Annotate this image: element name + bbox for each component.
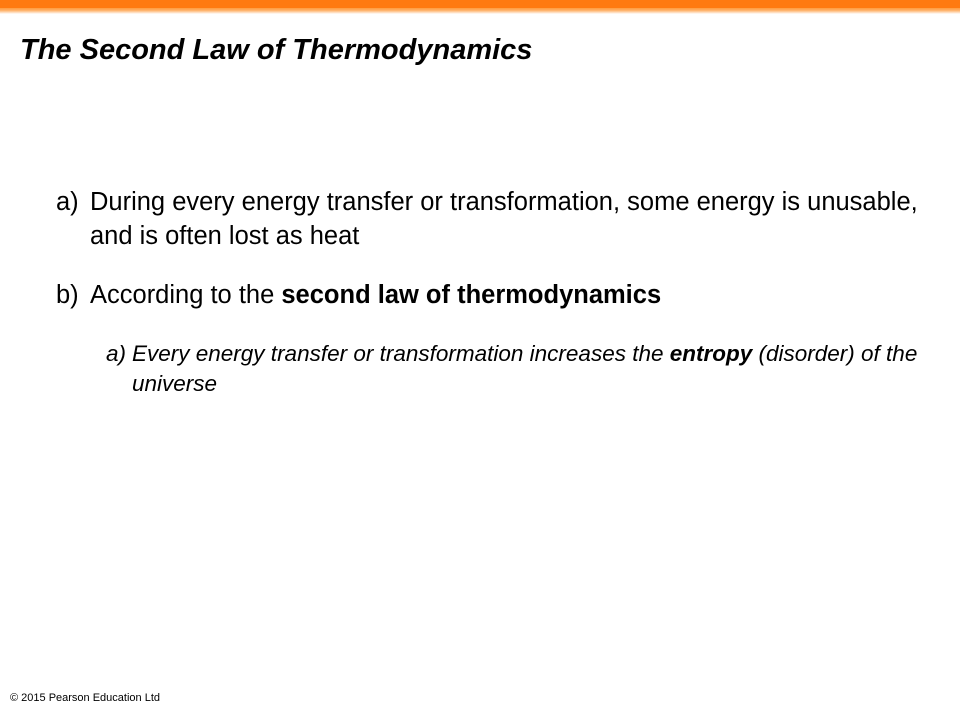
bullet-marker: a) — [56, 188, 79, 216]
sub-bullet-text-after: (disorder) of the universe — [132, 340, 918, 397]
bullet-text-bold: second law of thermodynamics — [281, 281, 662, 310]
slide-body — [56, 186, 926, 399]
bullet-item — [56, 279, 926, 313]
copyright-footer: © 2015 Pearson Education Ltd — [10, 692, 160, 704]
bullet-marker: b) — [56, 281, 79, 310]
sub-bullet-marker: a) — [106, 340, 127, 366]
sub-bullet-text-bold: entropy — [669, 340, 753, 366]
bullet-item — [56, 186, 926, 253]
slide-title: The Second Law of Thermodynamics — [20, 34, 533, 66]
bullet-text-before: During every energy transfer or transformation, some energy is unusable, and is often lost as heat — [90, 188, 918, 250]
sub-bullet-item — [106, 339, 926, 399]
sub-bullet-text-before: Every energy transfer or transformation increases the — [132, 340, 670, 366]
bullet-text — [90, 186, 926, 253]
bullet-text — [90, 279, 926, 313]
top-accent-bar-solid — [0, 0, 960, 8]
sub-bullet-text — [132, 339, 926, 399]
bullet-text-before: According to the — [90, 281, 282, 310]
